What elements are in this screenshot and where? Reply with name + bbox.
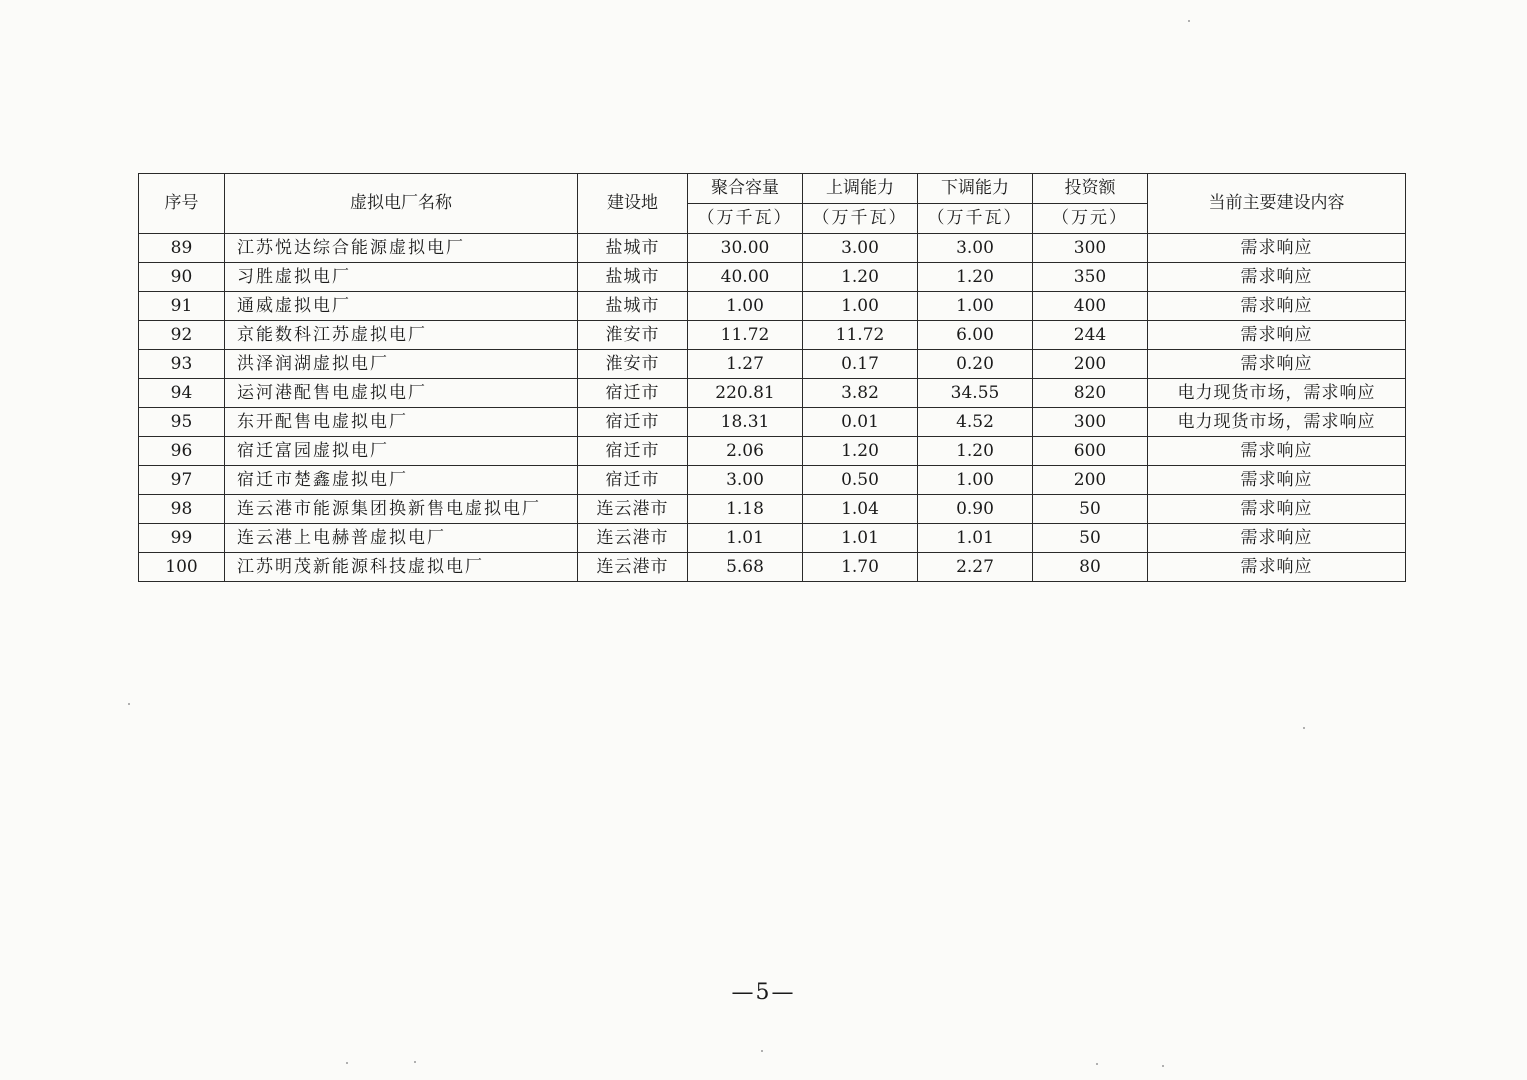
cell-capacity: 40.00 xyxy=(688,263,803,292)
cell-index: 95 xyxy=(139,408,225,437)
table-row xyxy=(139,466,1406,495)
cell-index: 100 xyxy=(139,553,225,582)
cell-down-capacity: 34.55 xyxy=(918,379,1033,408)
cell-plant-name: 连云港市能源集团换新售电虚拟电厂 xyxy=(225,495,578,524)
table-row xyxy=(139,437,1406,466)
cell-investment: 400 xyxy=(1033,292,1148,321)
cell-up-capacity: 1.20 xyxy=(803,437,918,466)
table-row xyxy=(139,379,1406,408)
cell-content: 需求响应 xyxy=(1148,292,1406,321)
cell-investment: 350 xyxy=(1033,263,1148,292)
cell-down-capacity: 1.20 xyxy=(918,263,1033,292)
cell-plant-name: 连云港上电赫普虚拟电厂 xyxy=(225,524,578,553)
header-location: 建设地 xyxy=(578,174,688,234)
header-name: 虚拟电厂名称 xyxy=(225,174,578,234)
header-investment: 投资额 xyxy=(1033,174,1148,204)
scan-speck xyxy=(1303,727,1305,729)
cell-capacity: 1.18 xyxy=(688,495,803,524)
cell-location: 淮安市 xyxy=(578,321,688,350)
cell-capacity: 3.00 xyxy=(688,466,803,495)
cell-content: 需求响应 xyxy=(1148,234,1406,263)
header-capacity-unit: （万千瓦） xyxy=(688,204,803,234)
cell-plant-name: 江苏悦达综合能源虚拟电厂 xyxy=(225,234,578,263)
cell-location: 宿迁市 xyxy=(578,466,688,495)
cell-capacity: 18.31 xyxy=(688,408,803,437)
cell-index: 99 xyxy=(139,524,225,553)
cell-investment: 600 xyxy=(1033,437,1148,466)
cell-index: 93 xyxy=(139,350,225,379)
cell-index: 91 xyxy=(139,292,225,321)
cell-up-capacity: 0.17 xyxy=(803,350,918,379)
cell-content: 需求响应 xyxy=(1148,350,1406,379)
cell-location: 盐城市 xyxy=(578,234,688,263)
cell-down-capacity: 6.00 xyxy=(918,321,1033,350)
table-row xyxy=(139,408,1406,437)
cell-plant-name: 东开配售电虚拟电厂 xyxy=(225,408,578,437)
scan-speck xyxy=(761,1050,763,1052)
cell-content: 需求响应 xyxy=(1148,466,1406,495)
header-up-capacity: 上调能力 xyxy=(803,174,918,204)
cell-down-capacity: 1.20 xyxy=(918,437,1033,466)
cell-down-capacity: 1.00 xyxy=(918,466,1033,495)
cell-capacity: 2.06 xyxy=(688,437,803,466)
cell-index: 98 xyxy=(139,495,225,524)
page-number: —5— xyxy=(731,980,796,1005)
table-row xyxy=(139,350,1406,379)
table-body xyxy=(139,234,1406,582)
cell-capacity: 30.00 xyxy=(688,234,803,263)
cell-down-capacity: 2.27 xyxy=(918,553,1033,582)
cell-capacity: 5.68 xyxy=(688,553,803,582)
cell-investment: 300 xyxy=(1033,408,1148,437)
cell-up-capacity: 0.01 xyxy=(803,408,918,437)
header-investment-unit: （万元） xyxy=(1033,204,1148,234)
cell-capacity: 1.00 xyxy=(688,292,803,321)
cell-investment: 80 xyxy=(1033,553,1148,582)
cell-down-capacity: 3.00 xyxy=(918,234,1033,263)
cell-down-capacity: 0.90 xyxy=(918,495,1033,524)
table-row xyxy=(139,234,1406,263)
cell-capacity: 220.81 xyxy=(688,379,803,408)
cell-content: 需求响应 xyxy=(1148,495,1406,524)
cell-location: 盐城市 xyxy=(578,263,688,292)
cell-investment: 300 xyxy=(1033,234,1148,263)
cell-up-capacity: 3.00 xyxy=(803,234,918,263)
cell-investment: 200 xyxy=(1033,466,1148,495)
cell-up-capacity: 1.01 xyxy=(803,524,918,553)
cell-index: 92 xyxy=(139,321,225,350)
cell-content: 需求响应 xyxy=(1148,524,1406,553)
cell-up-capacity: 1.00 xyxy=(803,292,918,321)
cell-content: 需求响应 xyxy=(1148,321,1406,350)
cell-location: 连云港市 xyxy=(578,524,688,553)
table-row xyxy=(139,263,1406,292)
cell-investment: 820 xyxy=(1033,379,1148,408)
cell-plant-name: 京能数科江苏虚拟电厂 xyxy=(225,321,578,350)
scan-speck xyxy=(414,1061,416,1063)
scan-speck xyxy=(128,703,130,705)
cell-capacity: 11.72 xyxy=(688,321,803,350)
cell-location: 盐城市 xyxy=(578,292,688,321)
header-content: 当前主要建设内容 xyxy=(1148,174,1406,234)
virtual-power-plant-table xyxy=(138,173,1406,582)
scan-speck xyxy=(346,1062,348,1064)
cell-index: 97 xyxy=(139,466,225,495)
cell-location: 连云港市 xyxy=(578,495,688,524)
table-row xyxy=(139,495,1406,524)
header-down-unit: （万千瓦） xyxy=(918,204,1033,234)
cell-content: 需求响应 xyxy=(1148,437,1406,466)
cell-location: 淮安市 xyxy=(578,350,688,379)
cell-up-capacity: 1.04 xyxy=(803,495,918,524)
table-row xyxy=(139,321,1406,350)
cell-content: 电力现货市场，需求响应 xyxy=(1148,379,1406,408)
table-header xyxy=(139,174,1406,234)
cell-index: 90 xyxy=(139,263,225,292)
cell-location: 宿迁市 xyxy=(578,408,688,437)
cell-up-capacity: 3.82 xyxy=(803,379,918,408)
cell-down-capacity: 1.01 xyxy=(918,524,1033,553)
cell-plant-name: 宿迁富园虚拟电厂 xyxy=(225,437,578,466)
cell-index: 94 xyxy=(139,379,225,408)
table-row xyxy=(139,524,1406,553)
cell-plant-name: 习胜虚拟电厂 xyxy=(225,263,578,292)
table-row xyxy=(139,292,1406,321)
cell-investment: 50 xyxy=(1033,495,1148,524)
cell-index: 89 xyxy=(139,234,225,263)
cell-investment: 50 xyxy=(1033,524,1148,553)
cell-plant-name: 通威虚拟电厂 xyxy=(225,292,578,321)
cell-down-capacity: 1.00 xyxy=(918,292,1033,321)
header-up-unit: （万千瓦） xyxy=(803,204,918,234)
header-down-capacity: 下调能力 xyxy=(918,174,1033,204)
scan-speck xyxy=(1162,1065,1164,1067)
scan-speck xyxy=(1096,1063,1098,1065)
cell-up-capacity: 1.20 xyxy=(803,263,918,292)
scan-speck xyxy=(1188,20,1190,22)
cell-capacity: 1.01 xyxy=(688,524,803,553)
header-index: 序号 xyxy=(139,174,225,234)
cell-investment: 200 xyxy=(1033,350,1148,379)
cell-investment: 244 xyxy=(1033,321,1148,350)
cell-content: 需求响应 xyxy=(1148,553,1406,582)
cell-up-capacity: 11.72 xyxy=(803,321,918,350)
cell-plant-name: 江苏明茂新能源科技虚拟电厂 xyxy=(225,553,578,582)
cell-up-capacity: 0.50 xyxy=(803,466,918,495)
cell-up-capacity: 1.70 xyxy=(803,553,918,582)
table-row xyxy=(139,553,1406,582)
cell-down-capacity: 4.52 xyxy=(918,408,1033,437)
cell-location: 宿迁市 xyxy=(578,379,688,408)
cell-content: 需求响应 xyxy=(1148,263,1406,292)
cell-capacity: 1.27 xyxy=(688,350,803,379)
cell-plant-name: 运河港配售电虚拟电厂 xyxy=(225,379,578,408)
cell-content: 电力现货市场，需求响应 xyxy=(1148,408,1406,437)
cell-plant-name: 洪泽润湖虚拟电厂 xyxy=(225,350,578,379)
cell-location: 连云港市 xyxy=(578,553,688,582)
cell-down-capacity: 0.20 xyxy=(918,350,1033,379)
cell-plant-name: 宿迁市楚鑫虚拟电厂 xyxy=(225,466,578,495)
cell-index: 96 xyxy=(139,437,225,466)
header-capacity: 聚合容量 xyxy=(688,174,803,204)
cell-location: 宿迁市 xyxy=(578,437,688,466)
